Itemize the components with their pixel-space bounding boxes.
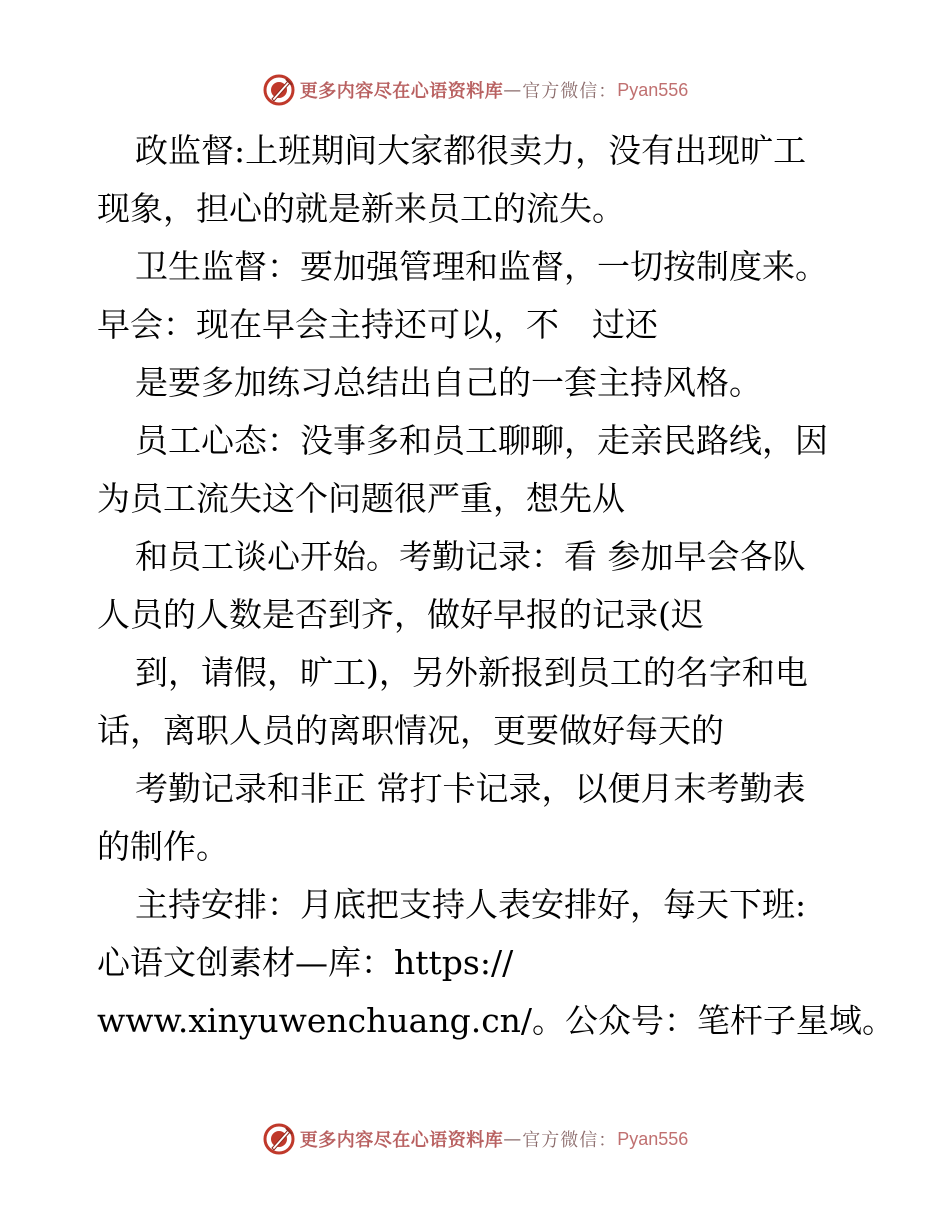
banner-wechat-id: Pyan556	[617, 79, 689, 100]
body-line: 员工心态：没事多和员工聊聊，走亲民路线，因	[135, 421, 828, 460]
footer-banner	[0, 1119, 950, 1159]
body-line: www.xinyuwenchuang.cn/。公众号：笔杆子星域。	[97, 1001, 896, 1040]
body-line: 人员的人数是否到齐，做好早报的记录(迟	[97, 595, 704, 634]
body-line: 心语文创素材—库：https://	[97, 943, 514, 982]
body-line: 和员工谈心开始。考勤记录：看 参加早会各队	[135, 537, 806, 576]
body-line: 主持安排：月底把支持人表安排好，每天下班:	[135, 885, 807, 924]
body-line: 政监督:上班期间大家都很卖力，没有出现旷工	[135, 131, 807, 170]
banner-brand: 更多内容尽在心语资料库	[299, 1130, 504, 1151]
banner-wechat-id: Pyan556	[617, 1128, 689, 1149]
body-line: 是要多加练习总结出自己的一套主持风格。	[135, 363, 762, 402]
header-banner	[0, 70, 950, 110]
body-line: 卫生监督：要加强管理和监督，一切按制度来。	[135, 247, 828, 286]
body-line: 话，离职人员的离职情况，更要做好每天的	[97, 711, 724, 750]
banner-wechat-label: 官方微信：	[522, 1130, 618, 1151]
document-body	[97, 122, 896, 1050]
quill-seal-icon	[262, 73, 296, 107]
banner-dash: —	[503, 1128, 523, 1150]
body-line: 为员工流失这个问题很严重，想先从	[97, 479, 625, 518]
body-line: 的制作。	[97, 827, 229, 866]
quill-seal-icon	[262, 1122, 296, 1156]
body-line: 早会：现在早会主持还可以，不 过还	[97, 305, 658, 344]
body-line: 考勤记录和非正 常打卡记录，以便月末考勤表	[135, 769, 806, 808]
body-line: 到，请假，旷工)，另外新报到员工的名字和电	[135, 653, 808, 692]
body-line: 现象，担心的就是新来员工的流失。	[97, 189, 625, 228]
banner-brand: 更多内容尽在心语资料库	[299, 81, 504, 102]
banner-wechat-label: 官方微信：	[522, 81, 618, 102]
banner-dash: —	[503, 79, 523, 101]
